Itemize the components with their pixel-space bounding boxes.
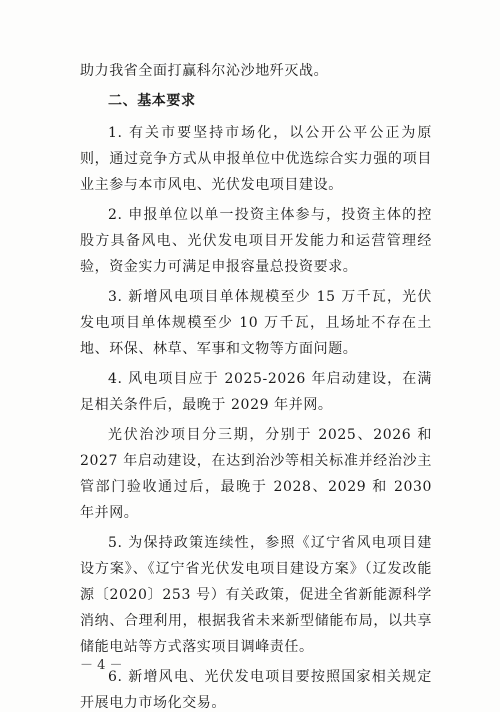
paragraph-4-continued: 光伏治沙项目分三期，分别于 2025、2026 和 2027 年启动建设，在达到治沙等相关标准并经治沙主管部门验收通过后，最晚于 2028、2029 和 2030 年并网。: [80, 427, 432, 521]
paragraph-4: 4. 风电项目应于 2025-2026 年启动建设，在满足相关条件后，最晚于 2029 年并网。: [80, 371, 432, 413]
paragraph-2: 2. 申报单位以单一投资主体参与，投资主体的控股方具备风电、光伏发电项目开发能力和运营管理经验，资金实力可满足申报容量总投资要求。: [80, 207, 432, 275]
paragraph-5: 5. 为保持政策连续性，参照《辽宁省风电项目建设方案》、《辽宁省光伏发电项目建设方案》（辽发改能源〔2020〕253 号）有关政策，促进全省新能源科学消纳、合理利用，根据我省未来新型储能布局，以共享储能电站等方式落实项目调峰责任。: [80, 535, 432, 655]
lead-line: 助力我省全面打赢科尔沁沙地歼灭战。: [80, 63, 329, 79]
document-body: [80, 58, 432, 720]
paragraph-6: 6. 新增风电、光伏发电项目要按照国家相关规定开展电力市场化交易。: [80, 669, 432, 711]
paragraph-3: 3. 新增风电项目单体规模至少 15 万千瓦，光伏发电项目单体规模至少 10 万千瓦，且场址不存在土地、环保、林草、军事和文物等方面问题。: [80, 289, 432, 357]
page-number: － 4 －: [80, 658, 123, 673]
paragraph-1: 1. 有关市要坚持市场化，以公开公平公正为原则，通过竞争方式从申报单位中优选综合实力强的项目业主参与本市风电、光伏发电项目建设。: [80, 125, 432, 193]
section-heading: 二、基本要求: [108, 93, 196, 109]
